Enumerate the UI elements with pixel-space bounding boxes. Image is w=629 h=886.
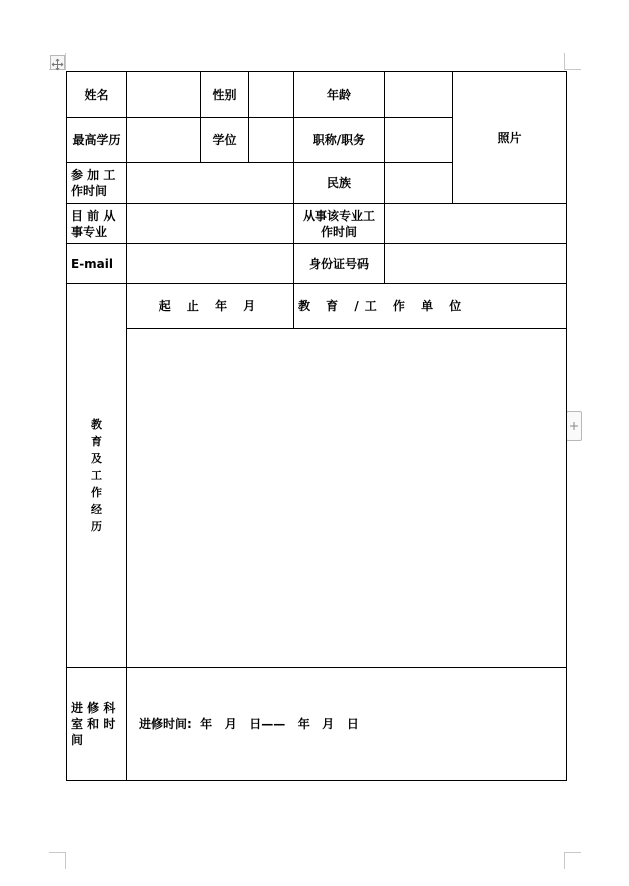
history-content-row [67, 329, 567, 668]
table-move-handle-icon[interactable] [50, 55, 65, 70]
history-label-cell [67, 284, 127, 668]
add-column-icon[interactable] [566, 411, 582, 441]
email-label: E-mail [67, 244, 127, 284]
form-row-name [67, 72, 567, 118]
years-major-label: 从事该专业工作时间 [294, 204, 385, 244]
ethnicity-field[interactable] [385, 163, 453, 204]
training-time-field[interactable]: 进修时间: 年 月 日—— 年 月 日 [127, 668, 567, 781]
history-content-area[interactable] [127, 329, 567, 668]
crop-mark-bottom-left [49, 852, 66, 869]
gender-label: 性别 [201, 72, 249, 118]
name-field[interactable] [127, 72, 201, 118]
degree-label: 学位 [201, 118, 249, 163]
crop-mark-top-right [564, 53, 581, 70]
history-header-row [67, 284, 567, 329]
history-period-header: 起 止 年 月 [127, 284, 294, 329]
photo-cell[interactable]: 照片 [453, 72, 567, 204]
email-field[interactable] [127, 244, 294, 284]
form-row-major [67, 204, 567, 244]
current-major-field[interactable] [127, 204, 294, 244]
work-start-label: 参 加 工 作时间 [67, 163, 127, 204]
name-label: 姓名 [67, 72, 127, 118]
training-label: 进 修 科 室 和 时 间 [67, 668, 127, 781]
education-label: 最高学历 [67, 118, 127, 163]
degree-field[interactable] [249, 118, 294, 163]
history-unit-header: 教 育 /工 作 单 位 [294, 284, 567, 329]
years-major-field[interactable] [385, 204, 567, 244]
education-field[interactable] [127, 118, 201, 163]
form-row-contact [67, 244, 567, 284]
registration-form-table [66, 71, 567, 781]
title-field[interactable] [385, 118, 453, 163]
gender-field[interactable] [249, 72, 294, 118]
training-row [67, 668, 567, 781]
crop-mark-bottom-right [564, 852, 581, 869]
work-start-field[interactable] [127, 163, 294, 204]
id-field[interactable] [385, 244, 567, 284]
id-label: 身份证号码 [294, 244, 385, 284]
history-label: 教育及工作经历 [91, 418, 102, 533]
age-label: 年龄 [294, 72, 385, 118]
title-label: 职称/职务 [294, 118, 385, 163]
ethnicity-label: 民族 [294, 163, 385, 204]
current-major-label: 目 前 从 事专业 [67, 204, 127, 244]
age-field[interactable] [385, 72, 453, 118]
